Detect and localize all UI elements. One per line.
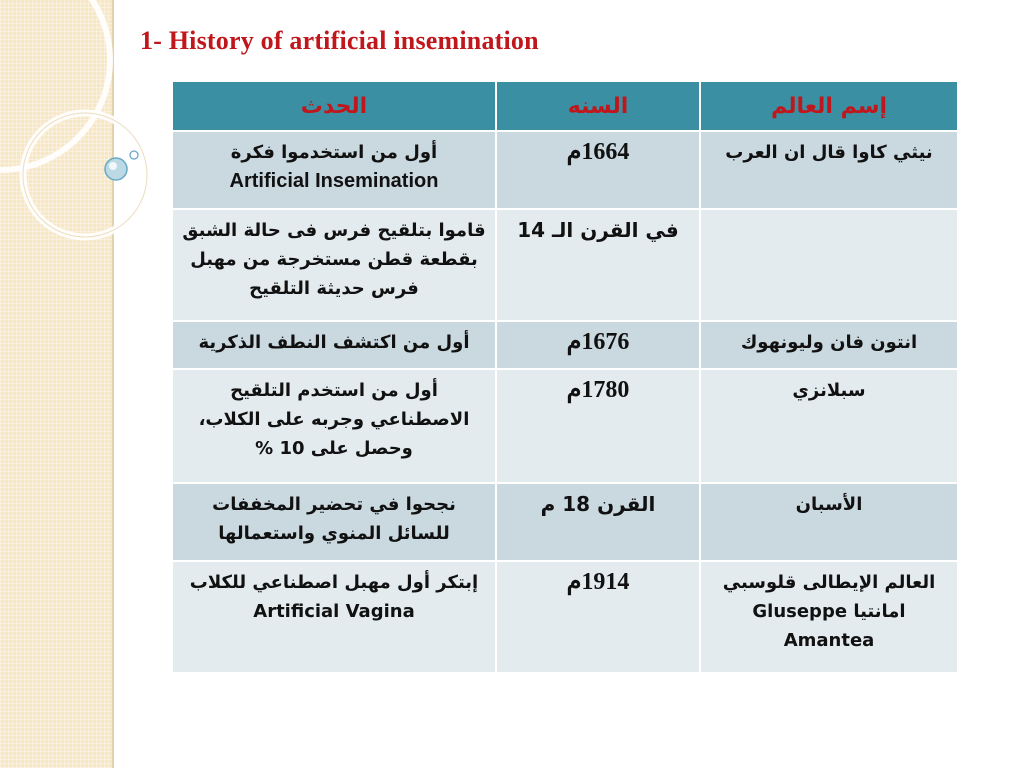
cell-event	[172, 369, 496, 483]
cell-scientist	[700, 369, 958, 483]
table-row	[172, 321, 958, 369]
cell-event	[172, 561, 496, 673]
cell-year	[496, 483, 700, 561]
year-text: 1676م	[566, 329, 630, 355]
slide-title: 1- History of artificial insemination	[140, 26, 539, 55]
cell-year	[496, 131, 700, 209]
event-text-ar: أول من استخدموا فكرة	[230, 142, 438, 163]
cell-event	[172, 209, 496, 321]
cell-year	[496, 209, 700, 321]
table-row	[172, 483, 958, 561]
event-text-ar: أول من اكتشف النطف الذكرية	[198, 332, 470, 353]
cell-scientist	[700, 483, 958, 561]
table-row	[172, 209, 958, 321]
event-text-ar: نجحوا في تحضير المخففات للسائل المنوي واستعمالها	[212, 494, 456, 544]
year-text: 1780م	[566, 377, 630, 403]
year-text: 1914م	[566, 569, 630, 595]
table-row	[172, 369, 958, 483]
cell-year	[496, 561, 700, 673]
cell-scientist	[700, 209, 958, 321]
cell-scientist	[700, 131, 958, 209]
event-text-en: Artificial Insemination	[229, 170, 439, 192]
header-year: السنه	[496, 81, 700, 131]
scientist-text: سبلانزي	[792, 380, 866, 401]
cell-scientist	[700, 321, 958, 369]
event-text-ar: قاموا بتلقيح فرس فى حالة الشبق بقطعة قطن مستخرجة من مهبل فرس حديثة التلقيح	[182, 220, 486, 299]
cell-year	[496, 369, 700, 483]
header-scientist: إسم العالم	[700, 81, 958, 131]
cell-year	[496, 321, 700, 369]
scientist-text: نيثي كاوا قال ان العرب	[725, 142, 933, 163]
scientist-text: العالم الإيطالى قلوسبي امانتيا Gluseppe Amantea	[722, 572, 936, 651]
cell-event	[172, 131, 496, 209]
header-event: الحدث	[172, 81, 496, 131]
table-row	[172, 561, 958, 673]
year-text: القرن 18 م	[540, 492, 656, 516]
event-text-ar: أول من استخدم التلقيح الاصطناعي وجربه على الكلاب، وحصل على 10 %	[198, 380, 470, 459]
scientist-text: الأسبان	[795, 494, 863, 515]
year-text: 1664م	[566, 139, 630, 165]
cell-event	[172, 321, 496, 369]
year-text: في القرن الـ 14	[517, 218, 679, 242]
cell-scientist	[700, 561, 958, 673]
table-header-row	[172, 81, 958, 131]
event-text-ar: إبتكر أول مهبل اصطناعي للكلاب Artificial Vagina	[189, 572, 479, 622]
history-table	[171, 80, 959, 674]
cell-event	[172, 483, 496, 561]
table-row	[172, 131, 958, 209]
scientist-text: انتون فان وليونهوك	[740, 332, 918, 353]
